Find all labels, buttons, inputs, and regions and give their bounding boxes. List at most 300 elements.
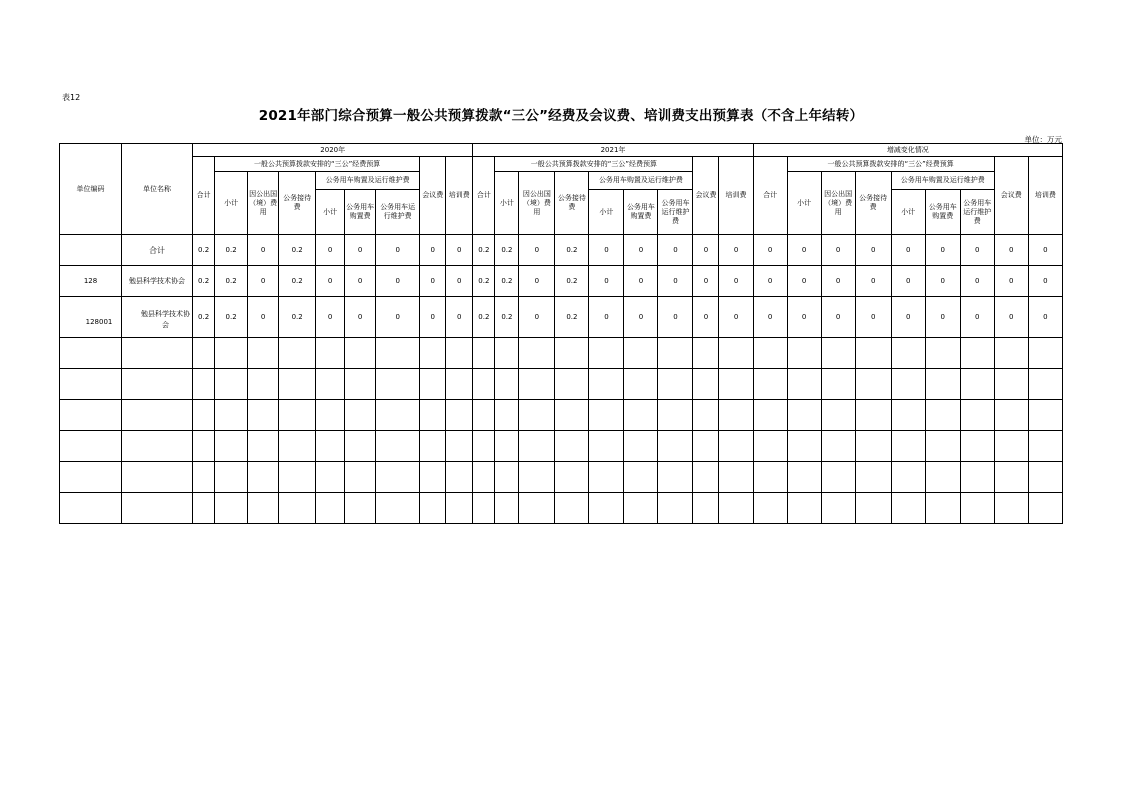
value-cell: 0 bbox=[624, 235, 658, 266]
header-unit-code: 单位编码 bbox=[60, 144, 122, 235]
header-vehicle-operation-2020: 公务用车运行维护费 bbox=[376, 190, 420, 235]
value-cell: 0 bbox=[376, 235, 420, 266]
empty-cell bbox=[1028, 431, 1062, 462]
empty-cell bbox=[473, 462, 495, 493]
empty-cell bbox=[658, 493, 693, 524]
empty-cell bbox=[624, 431, 658, 462]
table-row bbox=[60, 266, 1063, 297]
empty-cell bbox=[473, 400, 495, 431]
empty-cell bbox=[345, 338, 376, 369]
empty-cell bbox=[519, 493, 555, 524]
header-change: 增减变化情况 bbox=[753, 144, 1062, 157]
empty-cell bbox=[193, 462, 215, 493]
empty-cell bbox=[446, 369, 473, 400]
value-cell: 0 bbox=[519, 266, 555, 297]
empty-cell bbox=[960, 493, 994, 524]
value-cell: 0 bbox=[693, 297, 719, 338]
empty-cell bbox=[891, 338, 925, 369]
value-cell: 0 bbox=[519, 235, 555, 266]
empty-cell bbox=[420, 431, 446, 462]
empty-cell bbox=[925, 431, 960, 462]
header-overseas-change: 因公出国（境）费用 bbox=[821, 172, 855, 235]
value-cell: 0 bbox=[316, 235, 345, 266]
empty-cell bbox=[215, 400, 248, 431]
value-cell: 0 bbox=[855, 266, 891, 297]
empty-cell bbox=[345, 462, 376, 493]
empty-cell bbox=[693, 462, 719, 493]
unit-code-cell: 128 bbox=[60, 266, 122, 297]
value-cell: 0 bbox=[925, 297, 960, 338]
empty-cell bbox=[495, 431, 519, 462]
empty-cell bbox=[787, 462, 821, 493]
value-cell: 0.2 bbox=[555, 297, 589, 338]
empty-cell bbox=[446, 493, 473, 524]
empty-cell bbox=[316, 400, 345, 431]
empty-cell bbox=[589, 462, 624, 493]
value-cell: 0 bbox=[420, 266, 446, 297]
header-sangong-change: 一般公共预算拨款安排的“三公”经费预算 bbox=[787, 157, 994, 172]
value-cell: 0 bbox=[248, 266, 279, 297]
empty-cell bbox=[787, 338, 821, 369]
value-cell: 0 bbox=[624, 297, 658, 338]
value-cell: 0 bbox=[994, 266, 1028, 297]
empty-cell bbox=[693, 369, 719, 400]
value-cell: 0 bbox=[345, 297, 376, 338]
empty-cell bbox=[787, 369, 821, 400]
empty-cell bbox=[473, 369, 495, 400]
empty-cell bbox=[215, 369, 248, 400]
header-vehicle-subtotal-2021: 小计 bbox=[589, 190, 624, 235]
header-total-2021: 合计 bbox=[473, 157, 495, 235]
empty-cell bbox=[60, 462, 122, 493]
empty-cell bbox=[279, 462, 316, 493]
header-overseas-2020: 因公出国（境）费用 bbox=[248, 172, 279, 235]
empty-cell bbox=[345, 400, 376, 431]
value-cell: 0 bbox=[960, 235, 994, 266]
empty-cell bbox=[122, 431, 193, 462]
empty-cell bbox=[693, 338, 719, 369]
table-row bbox=[60, 235, 1063, 266]
empty-row bbox=[60, 400, 1063, 431]
header-training-change: 培训费 bbox=[1028, 157, 1062, 235]
value-cell: 0 bbox=[376, 266, 420, 297]
value-cell: 0 bbox=[345, 235, 376, 266]
empty-cell bbox=[821, 369, 855, 400]
empty-cell bbox=[994, 338, 1028, 369]
empty-cell bbox=[122, 338, 193, 369]
header-overseas-2021: 因公出国（境）费用 bbox=[519, 172, 555, 235]
page-title: 2021年部门综合预算一般公共预算拨款“三公”经费及会议费、培训费支出预算表（不含上年结转） bbox=[258, 108, 864, 124]
value-cell: 0 bbox=[589, 297, 624, 338]
empty-cell bbox=[753, 462, 787, 493]
value-cell: 0 bbox=[821, 297, 855, 338]
value-cell: 0.2 bbox=[279, 235, 316, 266]
empty-cell bbox=[193, 369, 215, 400]
empty-cell bbox=[821, 338, 855, 369]
value-cell: 0 bbox=[420, 297, 446, 338]
empty-cell bbox=[345, 493, 376, 524]
empty-cell bbox=[658, 338, 693, 369]
empty-cell bbox=[519, 369, 555, 400]
empty-cell bbox=[122, 462, 193, 493]
empty-cell bbox=[345, 431, 376, 462]
header-reception-2020: 公务接待费 bbox=[279, 172, 316, 235]
empty-cell bbox=[719, 369, 753, 400]
value-cell: 0.2 bbox=[473, 266, 495, 297]
empty-cell bbox=[122, 493, 193, 524]
empty-cell bbox=[376, 400, 420, 431]
empty-cell bbox=[1028, 400, 1062, 431]
value-cell: 0 bbox=[446, 297, 473, 338]
empty-cell bbox=[719, 462, 753, 493]
unit-label: 单位：万元 bbox=[1024, 135, 1062, 144]
empty-cell bbox=[215, 462, 248, 493]
empty-cell bbox=[248, 400, 279, 431]
value-cell: 0 bbox=[891, 266, 925, 297]
empty-cell bbox=[446, 400, 473, 431]
sheet-label: 表12 bbox=[62, 93, 81, 102]
unit-code-cell bbox=[60, 235, 122, 266]
header-training-2021: 培训费 bbox=[719, 157, 753, 235]
empty-row bbox=[60, 431, 1063, 462]
value-cell: 0 bbox=[719, 297, 753, 338]
empty-cell bbox=[589, 400, 624, 431]
budget-table bbox=[59, 143, 1063, 524]
empty-cell bbox=[555, 369, 589, 400]
value-cell: 0 bbox=[446, 266, 473, 297]
empty-cell bbox=[519, 462, 555, 493]
empty-cell bbox=[316, 338, 345, 369]
value-cell: 0 bbox=[519, 297, 555, 338]
header-vehicle-subtotal-change: 小计 bbox=[891, 190, 925, 235]
empty-cell bbox=[994, 369, 1028, 400]
empty-cell bbox=[248, 493, 279, 524]
value-cell: 0.2 bbox=[495, 235, 519, 266]
empty-cell bbox=[855, 493, 891, 524]
empty-cell bbox=[248, 462, 279, 493]
empty-cell bbox=[925, 493, 960, 524]
value-cell: 0 bbox=[420, 235, 446, 266]
header-reception-change: 公务接待费 bbox=[855, 172, 891, 235]
empty-cell bbox=[446, 462, 473, 493]
value-cell: 0 bbox=[719, 266, 753, 297]
empty-cell bbox=[555, 338, 589, 369]
empty-cell bbox=[658, 462, 693, 493]
empty-cell bbox=[719, 338, 753, 369]
empty-cell bbox=[787, 493, 821, 524]
empty-cell bbox=[60, 400, 122, 431]
value-cell: 0 bbox=[589, 235, 624, 266]
empty-cell bbox=[855, 431, 891, 462]
header-vehicle-purchase-2020: 公务用车购置费 bbox=[345, 190, 376, 235]
empty-cell bbox=[473, 493, 495, 524]
empty-cell bbox=[316, 431, 345, 462]
empty-cell bbox=[821, 493, 855, 524]
value-cell: 0 bbox=[589, 266, 624, 297]
empty-cell bbox=[495, 369, 519, 400]
value-cell: 0 bbox=[345, 266, 376, 297]
empty-cell bbox=[624, 338, 658, 369]
empty-cell bbox=[624, 400, 658, 431]
empty-cell bbox=[215, 338, 248, 369]
value-cell: 0.2 bbox=[215, 266, 248, 297]
header-meeting-2021: 会议费 bbox=[693, 157, 719, 235]
empty-cell bbox=[376, 369, 420, 400]
empty-cell bbox=[376, 338, 420, 369]
value-cell: 0 bbox=[925, 235, 960, 266]
empty-cell bbox=[376, 493, 420, 524]
empty-cell bbox=[960, 431, 994, 462]
value-cell: 0 bbox=[658, 297, 693, 338]
unit-name-cell: 勉县科学技术协会 bbox=[122, 297, 193, 338]
empty-cell bbox=[658, 369, 693, 400]
value-cell: 0 bbox=[925, 266, 960, 297]
empty-cell bbox=[316, 493, 345, 524]
empty-cell bbox=[316, 462, 345, 493]
header-vehicle-operation-change: 公务用车运行维护费 bbox=[960, 190, 994, 235]
empty-cell bbox=[279, 493, 316, 524]
header-vehicle-2020: 公务用车购置及运行维护费 bbox=[316, 172, 420, 190]
empty-cell bbox=[855, 462, 891, 493]
empty-cell bbox=[821, 400, 855, 431]
empty-cell bbox=[891, 400, 925, 431]
value-cell: 0 bbox=[855, 297, 891, 338]
empty-cell bbox=[248, 431, 279, 462]
value-cell: 0 bbox=[821, 235, 855, 266]
value-cell: 0 bbox=[1028, 266, 1062, 297]
value-cell: 0 bbox=[891, 235, 925, 266]
header-total-2020: 合计 bbox=[193, 157, 215, 235]
value-cell: 0 bbox=[787, 235, 821, 266]
value-cell: 0 bbox=[891, 297, 925, 338]
empty-cell bbox=[495, 462, 519, 493]
empty-cell bbox=[821, 462, 855, 493]
empty-cell bbox=[193, 338, 215, 369]
empty-cell bbox=[519, 400, 555, 431]
header-training-2020: 培训费 bbox=[446, 157, 473, 235]
empty-cell bbox=[658, 431, 693, 462]
value-cell: 0.2 bbox=[555, 235, 589, 266]
empty-cell bbox=[753, 338, 787, 369]
empty-cell bbox=[589, 369, 624, 400]
empty-cell bbox=[753, 493, 787, 524]
value-cell: 0 bbox=[624, 266, 658, 297]
empty-cell bbox=[855, 338, 891, 369]
empty-cell bbox=[960, 338, 994, 369]
value-cell: 0 bbox=[787, 266, 821, 297]
empty-cell bbox=[345, 369, 376, 400]
value-cell: 0 bbox=[1028, 235, 1062, 266]
empty-cell bbox=[787, 400, 821, 431]
empty-row bbox=[60, 462, 1063, 493]
value-cell: 0.2 bbox=[473, 297, 495, 338]
empty-cell bbox=[624, 493, 658, 524]
empty-cell bbox=[719, 431, 753, 462]
empty-cell bbox=[719, 493, 753, 524]
value-cell: 0 bbox=[821, 266, 855, 297]
empty-cell bbox=[519, 431, 555, 462]
empty-cell bbox=[376, 431, 420, 462]
empty-cell bbox=[193, 400, 215, 431]
empty-cell bbox=[994, 400, 1028, 431]
empty-cell bbox=[1028, 493, 1062, 524]
header-meeting-change: 会议费 bbox=[994, 157, 1028, 235]
empty-cell bbox=[891, 369, 925, 400]
empty-cell bbox=[446, 338, 473, 369]
empty-cell bbox=[624, 369, 658, 400]
empty-cell bbox=[279, 431, 316, 462]
header-subtotal-2020: 小计 bbox=[215, 172, 248, 235]
empty-cell bbox=[420, 400, 446, 431]
header-unit-name: 单位名称 bbox=[122, 144, 193, 235]
value-cell: 0.2 bbox=[473, 235, 495, 266]
empty-cell bbox=[519, 338, 555, 369]
empty-cell bbox=[719, 400, 753, 431]
header-year-2020: 2020年 bbox=[193, 144, 473, 157]
value-cell: 0 bbox=[693, 235, 719, 266]
empty-cell bbox=[1028, 462, 1062, 493]
empty-cell bbox=[753, 400, 787, 431]
value-cell: 0.2 bbox=[279, 266, 316, 297]
empty-cell bbox=[420, 462, 446, 493]
empty-cell bbox=[495, 338, 519, 369]
header-reception-2021: 公务接待费 bbox=[555, 172, 589, 235]
empty-cell bbox=[960, 400, 994, 431]
empty-row bbox=[60, 338, 1063, 369]
header-vehicle-change: 公务用车购置及运行维护费 bbox=[891, 172, 994, 190]
empty-cell bbox=[925, 369, 960, 400]
value-cell: 0 bbox=[994, 235, 1028, 266]
header-subtotal-2021: 小计 bbox=[495, 172, 519, 235]
empty-cell bbox=[855, 369, 891, 400]
value-cell: 0.2 bbox=[215, 235, 248, 266]
empty-cell bbox=[279, 338, 316, 369]
value-cell: 0 bbox=[248, 297, 279, 338]
value-cell: 0.2 bbox=[215, 297, 248, 338]
value-cell: 0 bbox=[753, 266, 787, 297]
empty-cell bbox=[555, 400, 589, 431]
empty-cell bbox=[376, 462, 420, 493]
empty-cell bbox=[821, 431, 855, 462]
table-row bbox=[60, 297, 1063, 338]
header-subtotal-change: 小计 bbox=[787, 172, 821, 235]
empty-cell bbox=[279, 369, 316, 400]
value-cell: 0 bbox=[446, 235, 473, 266]
empty-cell bbox=[473, 338, 495, 369]
empty-cell bbox=[855, 400, 891, 431]
value-cell: 0 bbox=[248, 235, 279, 266]
empty-cell bbox=[215, 431, 248, 462]
value-cell: 0 bbox=[316, 297, 345, 338]
empty-cell bbox=[693, 493, 719, 524]
value-cell: 0 bbox=[994, 297, 1028, 338]
empty-cell bbox=[925, 400, 960, 431]
header-sangong-2020: 一般公共预算拨款安排的“三公”经费预算 bbox=[215, 157, 420, 172]
empty-cell bbox=[693, 400, 719, 431]
empty-cell bbox=[316, 369, 345, 400]
empty-cell bbox=[994, 462, 1028, 493]
empty-cell bbox=[248, 338, 279, 369]
empty-cell bbox=[60, 369, 122, 400]
empty-cell bbox=[994, 493, 1028, 524]
header-total-change: 合计 bbox=[753, 157, 787, 235]
empty-cell bbox=[193, 493, 215, 524]
empty-cell bbox=[589, 431, 624, 462]
empty-cell bbox=[420, 338, 446, 369]
value-cell: 0 bbox=[658, 266, 693, 297]
empty-cell bbox=[960, 369, 994, 400]
value-cell: 0.2 bbox=[279, 297, 316, 338]
value-cell: 0.2 bbox=[193, 297, 215, 338]
empty-cell bbox=[693, 431, 719, 462]
header-sangong-2021: 一般公共预算拨款安排的“三公”经费预算 bbox=[495, 157, 693, 172]
value-cell: 0 bbox=[316, 266, 345, 297]
empty-cell bbox=[589, 338, 624, 369]
empty-cell bbox=[555, 462, 589, 493]
empty-cell bbox=[753, 431, 787, 462]
empty-row bbox=[60, 369, 1063, 400]
header-vehicle-2021: 公务用车购置及运行维护费 bbox=[589, 172, 693, 190]
value-cell: 0.2 bbox=[193, 235, 215, 266]
empty-cell bbox=[193, 431, 215, 462]
empty-cell bbox=[122, 369, 193, 400]
empty-cell bbox=[555, 431, 589, 462]
value-cell: 0.2 bbox=[495, 266, 519, 297]
empty-cell bbox=[787, 431, 821, 462]
value-cell: 0 bbox=[960, 266, 994, 297]
value-cell: 0 bbox=[753, 297, 787, 338]
value-cell: 0 bbox=[753, 235, 787, 266]
value-cell: 0 bbox=[960, 297, 994, 338]
empty-cell bbox=[891, 431, 925, 462]
value-cell: 0 bbox=[693, 266, 719, 297]
empty-cell bbox=[495, 400, 519, 431]
empty-cell bbox=[60, 493, 122, 524]
value-cell: 0.2 bbox=[495, 297, 519, 338]
value-cell: 0 bbox=[376, 297, 420, 338]
header-vehicle-operation-2021: 公务用车运行维护费 bbox=[658, 190, 693, 235]
empty-cell bbox=[495, 493, 519, 524]
empty-cell bbox=[624, 462, 658, 493]
value-cell: 0 bbox=[658, 235, 693, 266]
empty-cell bbox=[279, 400, 316, 431]
empty-cell bbox=[753, 369, 787, 400]
empty-cell bbox=[589, 493, 624, 524]
empty-cell bbox=[1028, 338, 1062, 369]
header-meeting-2020: 会议费 bbox=[420, 157, 446, 235]
empty-cell bbox=[994, 431, 1028, 462]
empty-cell bbox=[248, 369, 279, 400]
header-vehicle-purchase-change: 公务用车购置费 bbox=[925, 190, 960, 235]
empty-cell bbox=[1028, 369, 1062, 400]
table-body bbox=[60, 235, 1063, 524]
empty-cell bbox=[925, 338, 960, 369]
empty-cell bbox=[420, 493, 446, 524]
empty-cell bbox=[555, 493, 589, 524]
empty-cell bbox=[891, 462, 925, 493]
empty-row bbox=[60, 493, 1063, 524]
empty-cell bbox=[420, 369, 446, 400]
empty-cell bbox=[473, 431, 495, 462]
empty-cell bbox=[215, 493, 248, 524]
unit-name-cell: 勉县科学技术协会 bbox=[122, 266, 193, 297]
value-cell: 0 bbox=[1028, 297, 1062, 338]
value-cell: 0 bbox=[855, 235, 891, 266]
empty-cell bbox=[891, 493, 925, 524]
empty-cell bbox=[925, 462, 960, 493]
value-cell: 0 bbox=[719, 235, 753, 266]
empty-cell bbox=[658, 400, 693, 431]
